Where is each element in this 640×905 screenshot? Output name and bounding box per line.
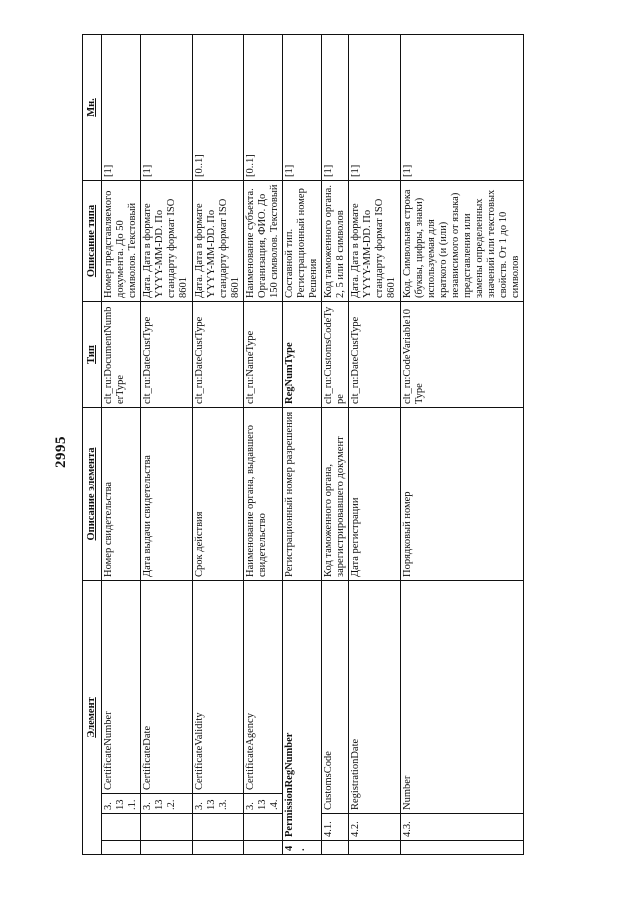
table-row (243, 35, 282, 855)
element-description: Номер свидетельства (102, 408, 141, 581)
multiplicity: [1] (141, 35, 192, 181)
multiplicity: [1] (322, 35, 349, 181)
row-number: 4.1. (322, 814, 349, 841)
indent-cell (192, 814, 243, 841)
table-row (282, 35, 321, 855)
element-name: CertificateValidity (192, 581, 243, 794)
type-description: Дата. Дата в формате YYYY-MM-DD. По стандарту формат ISO 8601 (349, 181, 400, 302)
type-description: Составной тип. Регистрационный номер Решения (282, 181, 321, 302)
element-description: Регистрационный номер разрешения (282, 408, 321, 581)
type-description: Номер представляемого документа. До 50 символов. Текстовый (102, 181, 141, 302)
element-description: Наименование органа, выдавшего свидетельство (243, 408, 282, 581)
type-name: clt_ru:CodeVariable10Type (400, 302, 524, 408)
type-description: Код. Символьная строка (буквы, цифры, знаки) используемая для краткого (и (или) независимого от языка) представления или замены определенных значений или текстовых свойств. От 1 до 10 символов (400, 181, 524, 302)
rotated-table-container (82, 35, 612, 855)
table-row (349, 35, 400, 855)
type-name: clt_ru:DateCustType (192, 302, 243, 408)
element-description: Срок действия (192, 408, 243, 581)
indent-cell (243, 814, 282, 841)
indent-cell (102, 814, 141, 841)
row-number: 3.13.1. (102, 794, 141, 814)
indent-cell (400, 841, 524, 855)
multiplicity: [1] (282, 35, 321, 181)
header-type-desc: Описание типа (83, 181, 102, 302)
header-element: Элемент (83, 581, 102, 855)
header-row (83, 35, 102, 855)
indent-cell (192, 841, 243, 855)
indent-cell (102, 841, 141, 855)
element-name: CertificateAgency (243, 581, 282, 794)
type-description: Наименование субъекта. Организация, ФИО. До 150 символов. Текстовый (243, 181, 282, 302)
indent-cell (322, 841, 349, 855)
header-type: Тип (83, 302, 102, 408)
row-number: 3.13.2. (141, 794, 192, 814)
multiplicity: [1] (102, 35, 141, 181)
type-name: RegNumType (282, 302, 321, 408)
element-description: Код таможенного органа, зарегистрировавшего документ (322, 408, 349, 581)
indent-cell (349, 841, 400, 855)
table-row (322, 35, 349, 855)
indent-cell (243, 841, 282, 855)
type-description: Дата. Дата в формате YYYY-MM-DD. По стандарту формат ISO 8601 (192, 181, 243, 302)
element-name: Number (400, 581, 524, 814)
element-description: Дата регистрации (349, 408, 400, 581)
table-row (192, 35, 243, 855)
element-description: Порядковый номер (400, 408, 524, 581)
type-description: Код таможенного органа. 2, 5 или 8 символов (322, 181, 349, 302)
element-name: RegistrationDate (349, 581, 400, 814)
schema-table (82, 34, 524, 855)
multiplicity: [1] (400, 35, 524, 181)
element-name: PermissionRegNumber (282, 581, 321, 841)
page-number: 2995 (53, 436, 69, 468)
header-mult: Мн. (83, 35, 102, 181)
indent-cell (141, 814, 192, 841)
multiplicity: [1] (349, 35, 400, 181)
table-row (400, 35, 524, 855)
row-number: 3.13.4. (243, 794, 282, 814)
indent-cell (141, 841, 192, 855)
type-name: clt_ru:DateCustType (141, 302, 192, 408)
element-description: Дата выдачи свидетельства (141, 408, 192, 581)
multiplicity: [0..1] (243, 35, 282, 181)
row-number: 4.3. (400, 814, 524, 841)
type-name: clt_ru:NameType (243, 302, 282, 408)
type-name: clt_ru:DateCustType (349, 302, 400, 408)
type-name: clt_ru:DocumentNumberType (102, 302, 141, 408)
table-row (141, 35, 192, 855)
row-number: 4.2. (349, 814, 400, 841)
multiplicity: [0..1] (192, 35, 243, 181)
table-row (102, 35, 141, 855)
element-name: CertificateDate (141, 581, 192, 794)
type-description: Дата. Дата в формате YYYY-MM-DD. По стандарту формат ISO 8601 (141, 181, 192, 302)
element-name: CustomsCode (322, 581, 349, 814)
header-element-desc: Описание элемента (83, 408, 102, 581)
row-number: 3.13.3. (192, 794, 243, 814)
type-name: clt_ru:CustomsCodeType (322, 302, 349, 408)
row-number: 4. (282, 841, 321, 855)
element-name: CertificateNumber (102, 581, 141, 794)
